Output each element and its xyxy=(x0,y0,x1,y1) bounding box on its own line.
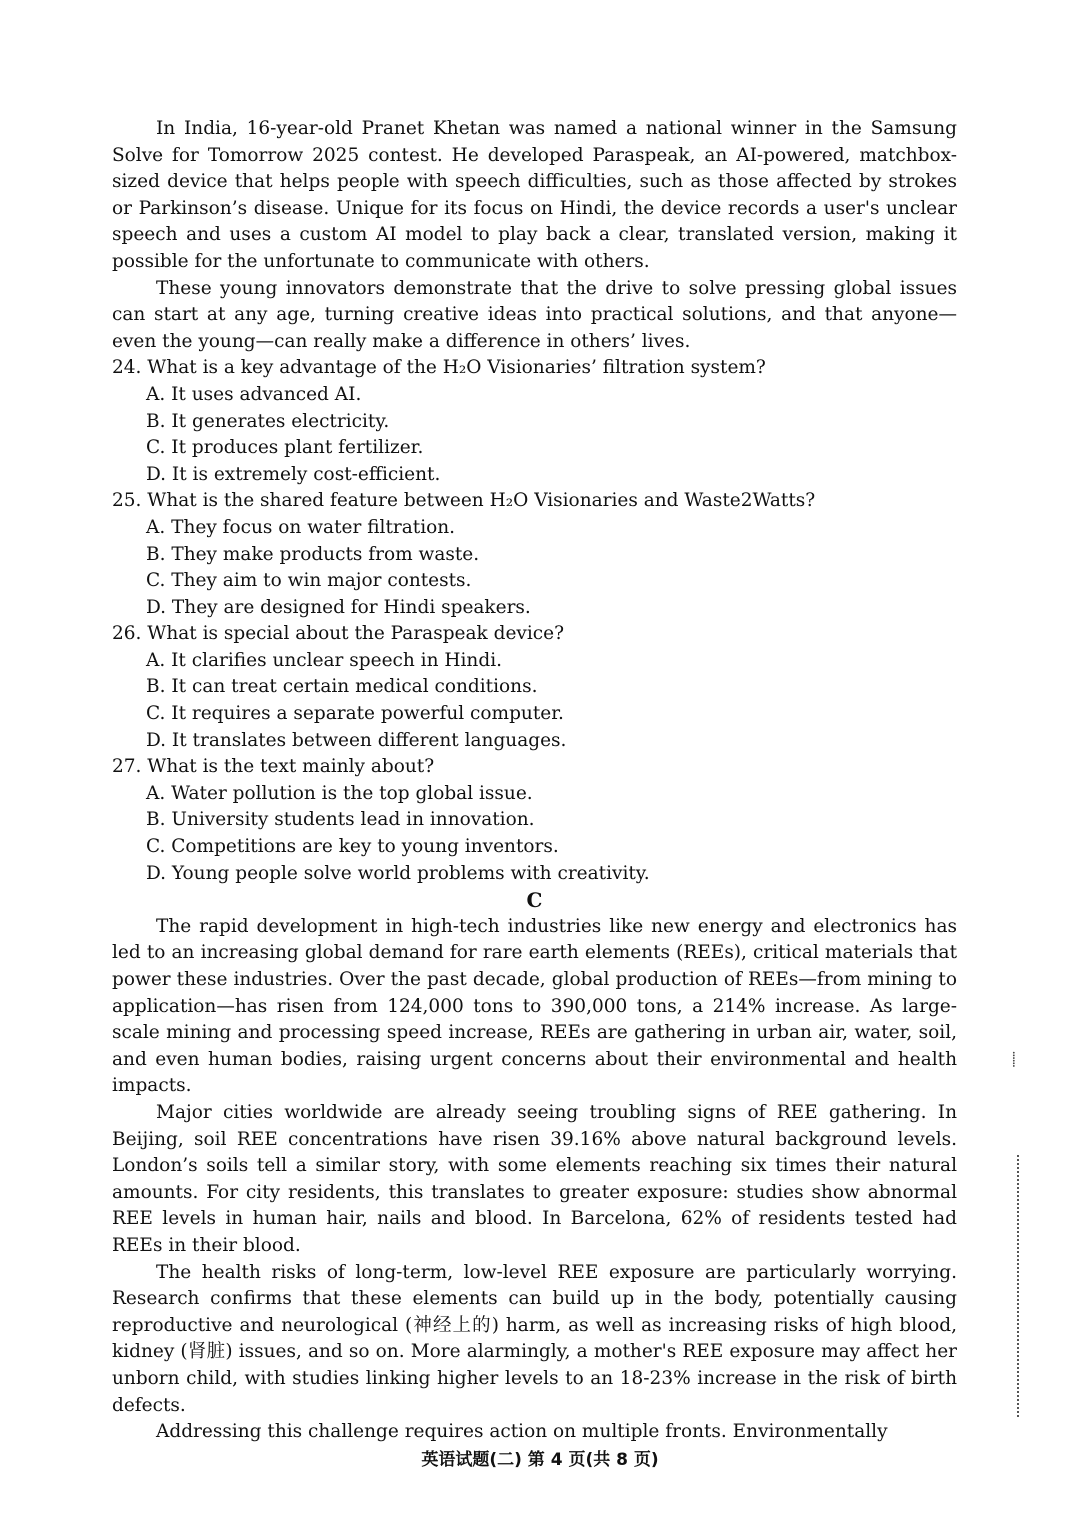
question-stem: 25. What is the shared feature between H₂O Visionaries and Waste2Watts? xyxy=(112,490,816,512)
option-d: D. It is extremely cost-efficient. xyxy=(146,463,441,485)
section-c-title: C xyxy=(526,888,543,913)
option-b: B. It can treat certain medical conditions. xyxy=(146,676,538,698)
paragraph-conclusion: These young innovators demonstrate that the drive to solve pressing global issues can start at any age, turning creative ideas into practical solutions, and that anyone—even the young—can really make a difference in others’ lives. xyxy=(112,277,957,352)
option-c: C. They aim to win major contests. xyxy=(146,570,472,592)
paragraph-ree-demand: The rapid development in high-tech industries like new energy and electronics has led to an increasing global demand for rare earth elements (REEs), critical materials that power these industries. Over the past decade, global production of REEs—from mining to application—has risen from 124,000 tons to 390,000 tons, a 214% increase. As large-scale mining and processing speed increase, REEs are gathering in urban air, water, soil, and even human bodies, raising urgent concerns about their environmental and health impacts. xyxy=(112,915,957,1097)
question-stem: 26. What is special about the Paraspeak device? xyxy=(112,623,564,645)
question-25 xyxy=(112,488,957,621)
paragraph-ree-health: The health risks of long-term, low-level REE exposure are particularly worrying. Research confirms that these elements can build up in the body, potentially causing reproductive and neurological (神经上的) harm, as well as increasing risks of high blood, kidney (肾脏) issues, and so on. More alarmingly, a mother's REE exposure may affect her unborn child, with studies linking higher levels to an 18-23% increase in the risk of birth defects. xyxy=(112,1261,957,1416)
paragraph-ree-cities: Major cities worldwide are already seeing troubling signs of REE gathering. In Beijing, soil REE concentrations have risen 39.16% above natural background levels. London’s soils tell a similar story, with some elements reaching six times their natural amounts. For city residents, this translates to greater exposure: studies show abnormal REE levels in human hair, nails and blood. In Barcelona, 62% of residents tested had REEs in their blood. xyxy=(112,1101,957,1256)
option-a: A. It clarifies unclear speech in Hindi. xyxy=(146,649,502,671)
question-stem: 27. What is the text mainly about? xyxy=(112,756,435,778)
option-c: C. Competitions are key to young inventors. xyxy=(146,836,559,858)
question-27 xyxy=(112,754,957,887)
option-d: D. Young people solve world problems with creativity. xyxy=(146,862,650,884)
binding-cut-line xyxy=(1017,1155,1019,1417)
page-footer: 英语试题(二) 第 4 页(共 8 页) xyxy=(421,1450,659,1470)
option-c: C. It produces plant fertilizer. xyxy=(146,437,424,459)
option-b: B. University students lead in innovation. xyxy=(146,809,535,831)
question-24 xyxy=(112,355,957,488)
paragraph-ree-action: Addressing this challenge requires action on multiple fronts. Environmentally xyxy=(156,1421,888,1443)
option-b: B. They make products from waste. xyxy=(146,543,480,565)
margin-mark: ⸽ xyxy=(1012,1052,1016,1068)
option-a: A. Water pollution is the top global issue. xyxy=(146,782,533,804)
question-stem: 24. What is a key advantage of the H₂O Visionaries’ filtration system? xyxy=(112,357,766,379)
option-b: B. It generates electricity. xyxy=(146,410,390,432)
option-d: D. It translates between different languages. xyxy=(146,729,567,751)
option-c: C. It requires a separate powerful computer. xyxy=(146,703,564,725)
paragraph-khetan: In India, 16-year-old Pranet Khetan was named a national winner in the Samsung Solve for Tomorrow 2025 contest. He developed Paraspeak, an AI-powered, matchbox-sized device that helps people with speech difficulties, such as those affected by strokes or Parkinson’s disease. Unique for its focus on Hindi, the device records a user's unclear speech and uses a custom AI model to play back a clear, translated version, making it possible for the unfortunate to communicate with others. xyxy=(112,118,957,272)
option-d: D. They are designed for Hindi speakers. xyxy=(146,596,531,618)
question-26 xyxy=(112,621,957,754)
option-a: A. It uses advanced AI. xyxy=(146,383,362,405)
option-a: A. They focus on water filtration. xyxy=(146,516,456,538)
exam-page-content xyxy=(112,116,957,1446)
